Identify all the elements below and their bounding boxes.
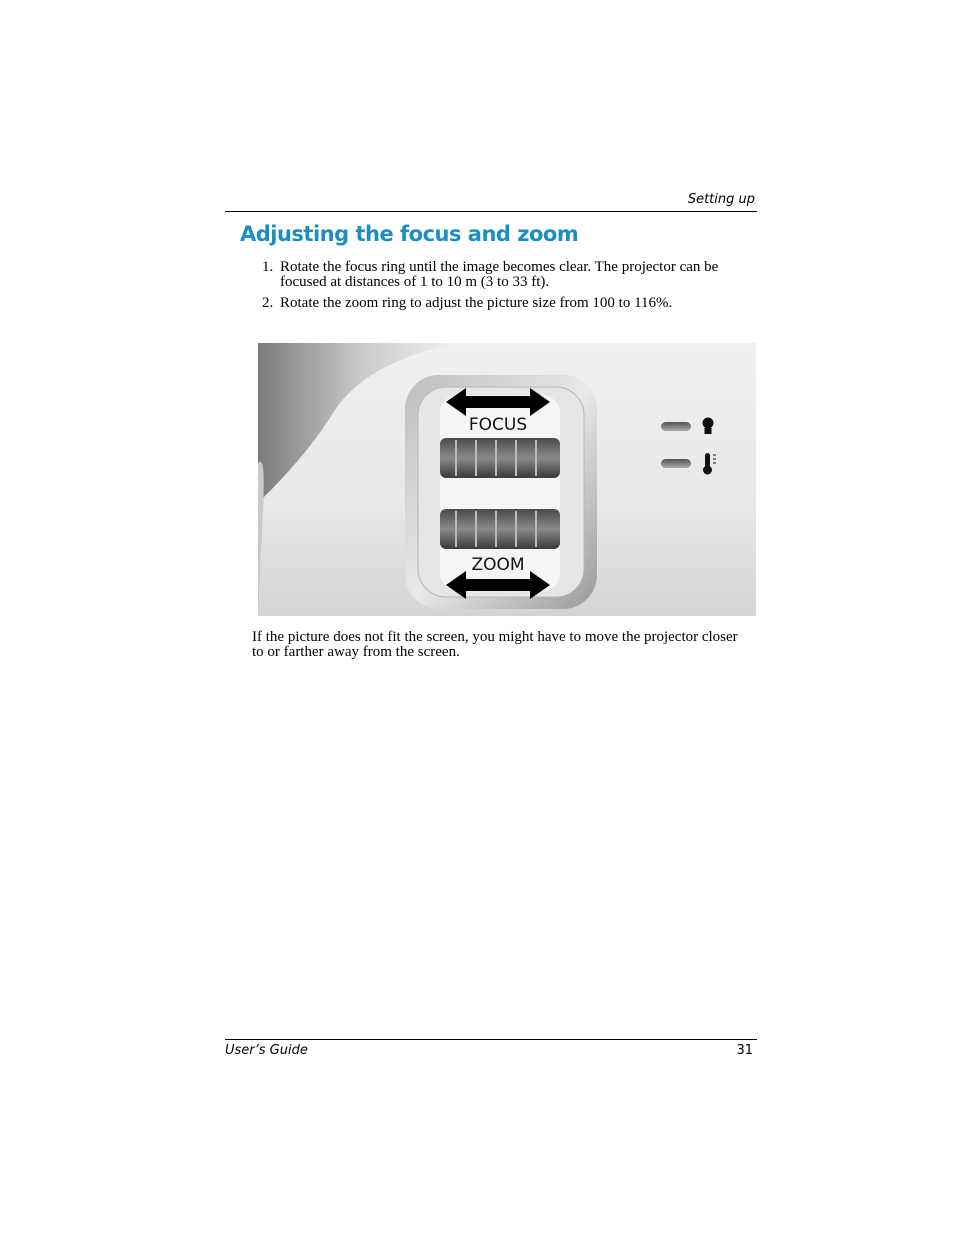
focus-label: FOCUS [468,415,528,435]
lamp-indicator-led [661,422,691,431]
page-number: 31 [736,1043,753,1058]
step-number: 1. [262,259,274,275]
step-number: 2. [262,295,274,311]
zoom-label: ZOOM [471,555,525,575]
projector-focus-zoom-illustration [258,343,756,616]
body-paragraph [252,630,756,660]
page-title: Adjusting the focus and zoom [240,222,579,246]
step-2 [262,296,754,311]
paragraph-line: If the picture does not fit the screen, you might have to move the projector closer [252,629,738,645]
zoom-ring [440,509,560,549]
step-text-line: Rotate the focus ring until the image becomes clear. The projector can be [280,259,719,275]
section-name: Setting up [687,192,755,207]
running-footer [225,1039,757,1062]
paragraph-line: to or farther away from the screen. [252,644,460,660]
steps-list [262,260,754,317]
running-header [225,191,757,212]
step-text-line: focused at distances of 1 to 10 m (3 to 33 ft). [280,274,550,290]
footer-guide-title: User’s Guide [225,1043,308,1058]
step-1 [262,260,754,290]
focus-ring [440,438,560,478]
temperature-indicator-led [661,459,691,468]
step-text-line: Rotate the zoom ring to adjust the picture size from 100 to 116%. [280,295,673,311]
